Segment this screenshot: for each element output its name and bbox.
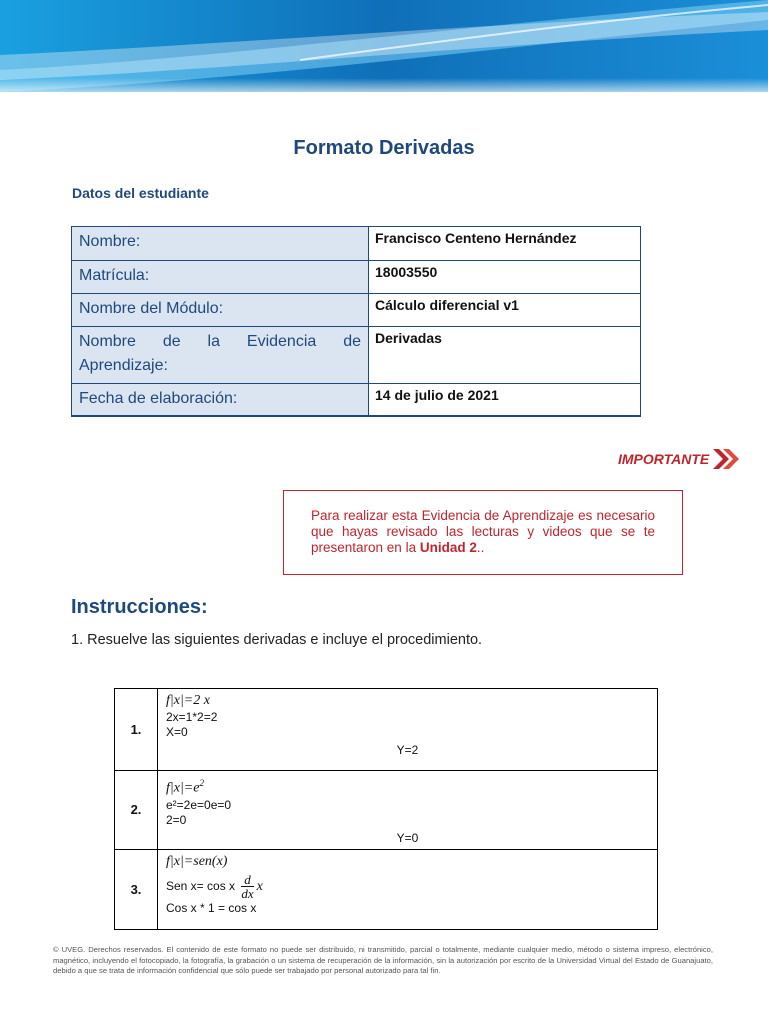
important-label: IMPORTANTE <box>618 451 710 467</box>
evidence-value: Derivadas <box>369 327 641 384</box>
step-line <box>166 871 649 901</box>
step-line: X=0 <box>166 725 188 739</box>
problem-body <box>158 689 658 771</box>
function-expression: f|x|=2 x <box>166 693 210 708</box>
name-value: Francisco Centeno Hernández <box>369 227 641 261</box>
student-info-table <box>71 226 641 417</box>
table-row <box>115 771 658 850</box>
notice-text-after: .. <box>476 540 485 555</box>
header-banner <box>0 0 768 100</box>
instructions-heading: Instrucciones: <box>71 596 208 618</box>
notice-box <box>283 490 683 575</box>
table-row <box>72 384 641 416</box>
student-data-heading: Datos del estudiante <box>72 185 209 201</box>
name-label: Nombre: <box>72 227 369 261</box>
notice-unit-bold: Unidad 2 <box>419 540 477 555</box>
fraction-variable: x <box>256 878 263 894</box>
result-line: Y=2 <box>396 743 419 757</box>
problem-number: 3. <box>115 849 158 929</box>
table-row <box>72 227 641 261</box>
derivative-fraction <box>241 873 253 900</box>
problem-number: 1. <box>115 689 158 771</box>
step-line: e²=2e=0e=0 <box>166 797 232 812</box>
table-row <box>115 689 658 771</box>
function-expression: f|x|=sen(x) <box>166 853 228 869</box>
table-row <box>72 261 641 294</box>
function-exponent: 2 <box>199 778 204 788</box>
function-expression <box>166 774 649 798</box>
table-row <box>72 327 641 384</box>
notice-text-before: Para realizar esta Evidencia de Aprendizaje es necesario que hayas revisado las lecturas y videos que se te presentaron en la <box>311 508 655 555</box>
result-line: Y=0 <box>396 830 419 845</box>
function-base: f|x|=e <box>166 780 200 796</box>
table-row <box>72 294 641 327</box>
problems-table <box>114 688 658 930</box>
step-line: 2x=1*2=2 <box>166 710 218 724</box>
step-prefix: Sen x= cos x <box>166 878 236 893</box>
instructions-text: 1. Resuelve las siguientes derivadas e incluye el procedimiento. <box>71 632 483 648</box>
table-row <box>115 849 658 929</box>
date-value: 14 de julio de 2021 <box>369 384 641 416</box>
evidence-label-line1: Nombre de la Evidencia de <box>79 333 361 350</box>
copyright-footer: © UVEG. Derechos reservados. El contenido de este formato no puede ser distribuido, ni transmitido, parcial o totalmente, mediante cualquier medio, método o sistema impreso, electrónico, magnético, incluyendo el fotocopiado, la fotografía, la grabación o un sistema de recuperación de la información, sin la autorización por escrito de la Universidad Virtual del Estado de Guanajuato, debido a que se trata de información confidencial que sólo puede ser trabajado por personal autorizado para tal fin. <box>53 945 713 975</box>
problem-body <box>158 849 658 929</box>
problem-body <box>158 771 658 850</box>
enrollment-value: 18003550 <box>369 261 641 294</box>
enrollment-label: Matrícula: <box>72 261 369 294</box>
evidence-label <box>72 327 369 384</box>
problem-number: 2. <box>115 771 158 850</box>
fraction-numerator: d <box>241 873 253 887</box>
step-line: 2=0 <box>166 812 187 827</box>
double-chevron-icon <box>711 447 743 471</box>
date-label: Fecha de elaboración: <box>72 384 369 416</box>
page-title: Formato Derivadas <box>293 137 475 159</box>
fraction-denominator: dx <box>241 885 254 901</box>
step-line: Cos x * 1 = cos x <box>166 900 257 915</box>
module-label: Nombre del Módulo: <box>72 294 369 327</box>
module-value: Cálculo diferencial v1 <box>369 294 641 327</box>
evidence-label-line2: Aprendizaje: <box>79 357 168 374</box>
